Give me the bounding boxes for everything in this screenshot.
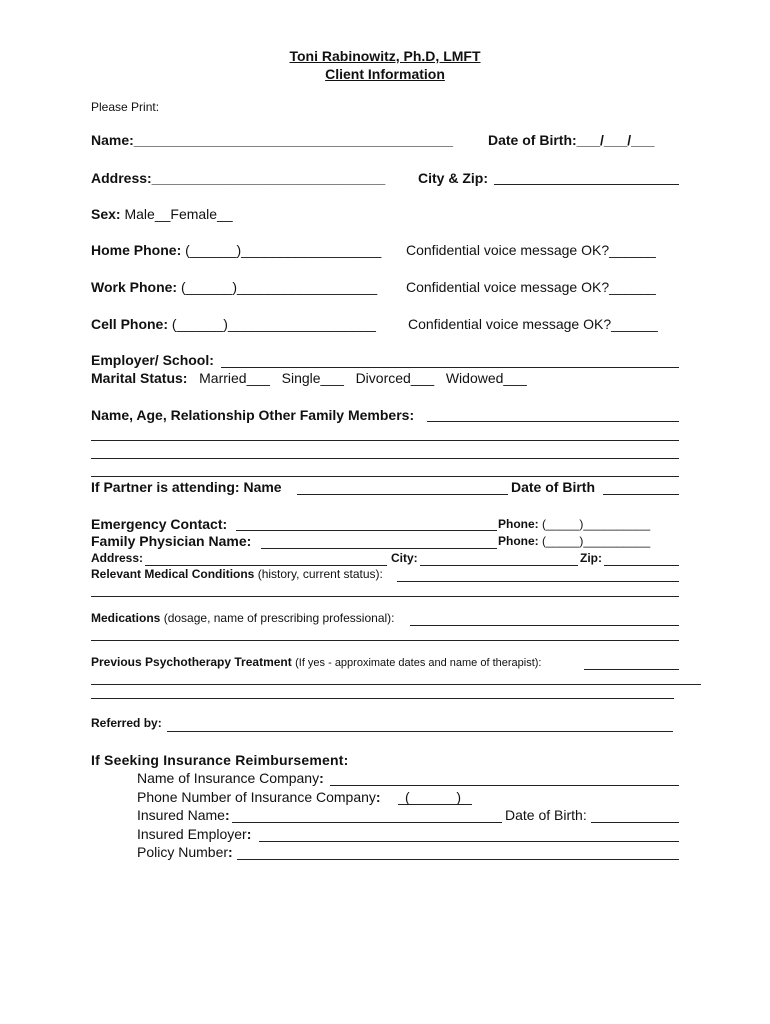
sex-label: Sex: (91, 206, 121, 222)
insurance-company-label: Name of Insurance Company: (137, 770, 324, 786)
marital-status-field[interactable] (91, 370, 527, 386)
psychotherapy-note: (If yes - approximate dates and name of therapist): (295, 657, 542, 669)
home-phone-field[interactable] (91, 242, 381, 258)
emergency-phone-label: Phone: (498, 517, 539, 531)
medical-conditions-note: (history, current status): (257, 567, 383, 581)
partner-name-label: If Partner is attending: Name (91, 479, 282, 495)
family-members-line-2[interactable] (91, 440, 679, 441)
work-phone-field[interactable] (91, 279, 377, 295)
please-print-note: Please Print: (91, 100, 160, 114)
family-physician-label: Family Physician Name: (91, 533, 252, 549)
psychotherapy-field (91, 656, 542, 670)
referred-by-line[interactable] (167, 731, 673, 732)
insured-employer-label: Insured Employer: (137, 826, 252, 842)
emergency-phone-field[interactable] (498, 518, 650, 532)
physician-zip-label: Zip: (580, 551, 602, 565)
work-phone-blank[interactable]: (______)__________________ (180, 279, 378, 295)
city-zip-line[interactable] (494, 184, 679, 185)
name-field-label[interactable]: Name:_________________________________________ (91, 132, 454, 148)
referred-by-colon: : (157, 716, 162, 730)
cell-voicemail-ok[interactable]: Confidential voice message OK?______ (408, 316, 658, 332)
dob-field-label[interactable]: Date of Birth:___/___/___ (488, 132, 655, 148)
insurance-phone-label: Phone Number of Insurance Company: (137, 789, 381, 805)
medications-note: (dosage, name of prescribing professional): (163, 611, 395, 625)
physician-address-label: Address: (91, 551, 144, 565)
medical-conditions-line-1[interactable] (397, 581, 679, 582)
marital-status-options[interactable]: Married___ Single___ Divorced___ Widowed___ (199, 370, 527, 386)
physician-city-label: City: (391, 551, 418, 565)
work-phone-label: Work Phone: (91, 279, 178, 295)
psychotherapy-line-3[interactable] (91, 698, 674, 699)
psychotherapy-line-1[interactable] (584, 669, 679, 670)
cell-phone-label: Cell Phone: (91, 316, 169, 332)
physician-phone-blank[interactable]: (_____)__________ (542, 534, 651, 548)
physician-city-line[interactable] (420, 565, 578, 566)
medical-conditions-label: Relevant Medical Conditions (91, 567, 255, 581)
referred-by-field (91, 717, 162, 731)
emergency-phone-blank[interactable]: (_____)__________ (542, 517, 651, 531)
insurance-company-line[interactable] (330, 785, 679, 786)
insurance-phone-blank[interactable]: (______) (405, 789, 462, 805)
policy-number-label: Policy Number: (137, 844, 233, 860)
medications-line-1[interactable] (410, 625, 679, 626)
insured-employer-line[interactable] (259, 841, 679, 842)
partner-dob-label: Date of Birth (511, 479, 595, 495)
cell-phone-field[interactable] (91, 316, 376, 332)
family-members-label: Name, Age, Relationship Other Family Members: (91, 407, 415, 423)
physician-address-line[interactable] (145, 565, 387, 566)
emergency-contact-line[interactable] (236, 530, 497, 531)
insurance-phone-line[interactable] (398, 804, 472, 805)
employer-label: Employer/ School: (91, 352, 214, 368)
address-field-label[interactable]: Address:______________________________ (91, 170, 386, 186)
home-phone-label: Home Phone: (91, 242, 182, 258)
partner-name-line[interactable] (297, 494, 508, 495)
physician-zip-line[interactable] (604, 565, 679, 566)
medical-conditions-field (91, 568, 383, 582)
form-title: Client Information (325, 66, 445, 82)
family-members-line-3[interactable] (91, 458, 679, 459)
employer-line[interactable] (221, 367, 679, 368)
family-members-line-1[interactable] (427, 421, 679, 422)
medical-conditions-line-2[interactable] (91, 596, 679, 597)
referred-by-label: Referred by (91, 716, 158, 730)
medications-label: Medications (91, 611, 161, 625)
insured-name-label: Insured Name: (137, 807, 230, 823)
medications-line-2[interactable] (91, 640, 679, 641)
insured-dob-label: Date of Birth: (505, 807, 587, 823)
family-members-line-4[interactable] (91, 476, 679, 477)
physician-phone-field[interactable] (498, 535, 650, 549)
marital-status-label: Marital Status: (91, 370, 188, 386)
insured-name-line[interactable] (232, 822, 502, 823)
home-voicemail-ok[interactable]: Confidential voice message OK?______ (406, 242, 656, 258)
insurance-heading: If Seeking Insurance Reimbursement: (91, 752, 349, 768)
family-physician-line[interactable] (261, 548, 497, 549)
city-zip-label: City & Zip: (418, 170, 488, 186)
policy-number-line[interactable] (237, 859, 679, 860)
cell-phone-blank[interactable]: (______)___________________ (171, 316, 376, 332)
practitioner-name: Toni Rabinowitz, Ph.D, LMFT (289, 48, 481, 64)
sex-options[interactable]: Male__Female__ (124, 206, 233, 222)
emergency-contact-label: Emergency Contact: (91, 516, 228, 532)
physician-phone-label: Phone: (498, 534, 539, 548)
sex-field[interactable] (91, 206, 233, 222)
psychotherapy-label: Previous Psychotherapy Treatment (91, 655, 292, 669)
insured-dob-line[interactable] (591, 822, 679, 823)
work-voicemail-ok[interactable]: Confidential voice message OK?______ (406, 279, 656, 295)
partner-dob-line[interactable] (603, 494, 679, 495)
psychotherapy-line-2[interactable] (91, 684, 701, 685)
medications-field (91, 612, 395, 626)
home-phone-blank[interactable]: (______)__________________ (185, 242, 382, 258)
